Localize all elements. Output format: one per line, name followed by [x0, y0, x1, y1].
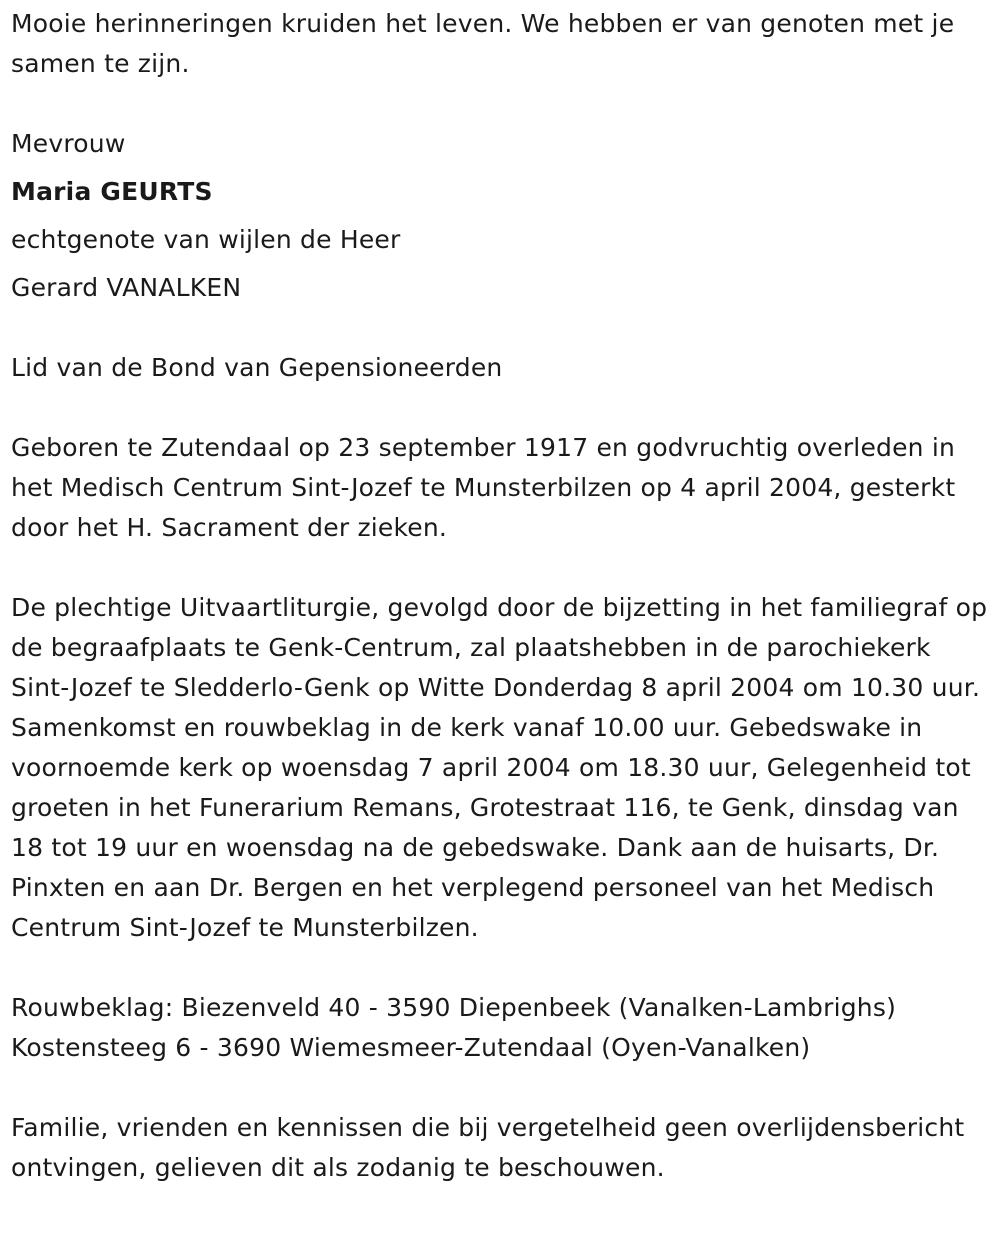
spacer [11, 1068, 991, 1108]
spacer [11, 312, 991, 348]
birth-death-paragraph: Geboren te Zutendaal op 23 september 1917 en godvruchtig overleden in het Medisch Centrum Sint-Jozef te Munsterbilzen op 4 april 2004, gesterkt door het H. Sacrament der zieken. [11, 433, 956, 542]
intro-text: Mooie herinneringen kruiden het leven. We hebben er van genoten met je samen te zijn. [11, 9, 955, 78]
spacer [11, 548, 991, 588]
spacer [11, 948, 991, 988]
honorific: Mevrouw [11, 129, 126, 158]
condolence-address-2: Kostensteeg 6 - 3690 Wiemesmeer-Zutendaal (Oyen-Vanalken) [11, 1033, 811, 1062]
membership-text: Lid van de Bond van Gepensioneerden [11, 353, 503, 382]
funeral-paragraph: De plechtige Uitvaartliturgie, gevolgd door de bijzetting in het familiegraf op de begraafplaats te Genk-Centrum, zal plaatshebben in de parochiekerk Sint-Jozef te Sledderlo-Genk op Witte Donderdag 8 april 2004 om 10.30 uur. Samenkomst en rouwbeklag in de kerk vanaf 10.00 uur. Gebedswake in voornoemde kerk op woensdag 7 april 2004 om 18.30 uur, Gelegenheid tot groeten in het Funerarium Remans, Grotestraat 116, te Genk, dinsdag van 18 tot 19 uur en woensdag na de gebedswake. Dank aan de huisarts, Dr. Pinxten en aan Dr. Bergen en het verplegend personeel van het Medisch Centrum Sint-Jozef te Munsterbilzen. [11, 593, 988, 942]
condolence-address-1: Rouwbeklag: Biezenveld 40 - 3590 Diepenbeek (Vanalken-Lambrighs) [11, 993, 897, 1022]
obituary-notice [11, 4, 991, 1188]
spacer [11, 388, 991, 428]
closing-paragraph: Familie, vrienden en kennissen die bij vergetelheid geen overlijdensbericht ontvingen, gelieven dit als zodanig te beschouwen. [11, 1113, 965, 1182]
spacer [11, 84, 991, 120]
spouse-name: Gerard VANALKEN [11, 273, 242, 302]
deceased-name: Maria GEURTS [11, 177, 213, 206]
spouse-relation: echtgenote van wijlen de Heer [11, 225, 401, 254]
